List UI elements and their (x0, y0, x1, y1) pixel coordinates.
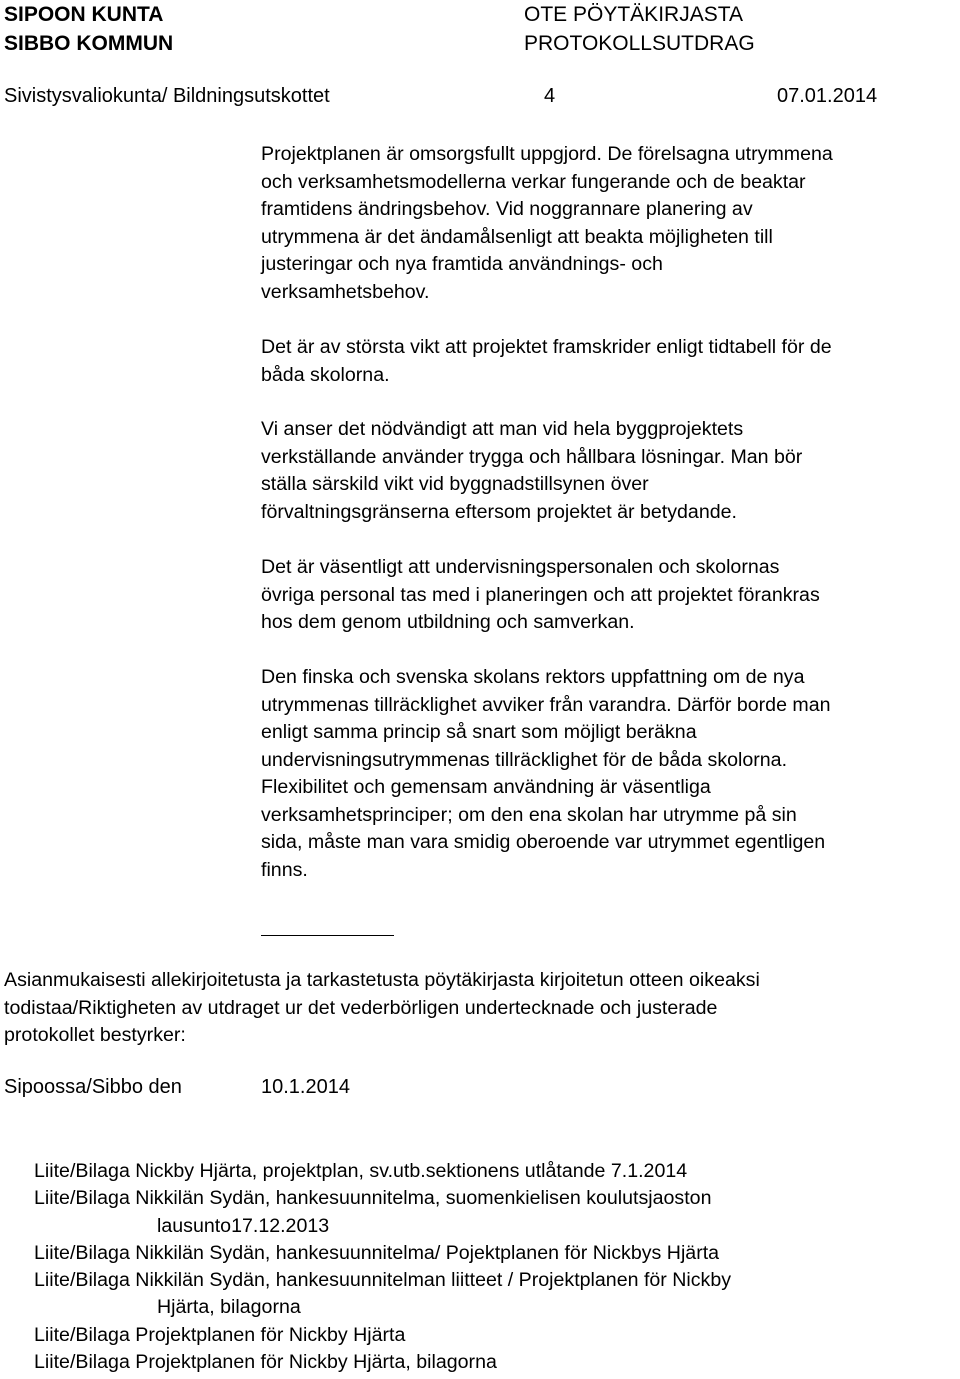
body-line: justeringar och nya framtida användnings- och (261, 253, 663, 275)
body-paragraph (261, 554, 960, 637)
attachment-item: Liite/Bilaga Nikkilän Sydän, hankesuunnitelma, suomenkielisen koulutsjaoston (34, 1187, 712, 1210)
attachment-item-continuation: lausunto17.12.2013 (157, 1214, 330, 1237)
body-line: sida, måste man vara smidig oberoende var utrymmet egentligen (261, 831, 826, 853)
body-line: verksamhetsbehov. (261, 280, 430, 303)
body-paragraph (261, 664, 960, 884)
attachment-item-continuation: Hjärta, bilagorna (157, 1296, 301, 1319)
body-line: verkställande använder trygga och hållbara lösningar. Man bör (261, 445, 803, 468)
attachment-item: Liite/Bilaga Projektplanen för Nickby Hjärta, bilagorna (34, 1351, 497, 1374)
document-type-swedish: PROTOKOLLSUTDRAG (524, 32, 755, 55)
certification-place: Sipoossa/Sibbo den (4, 1076, 182, 1098)
body-line: hos dem genom utbildning och samverkan. (261, 611, 635, 633)
body-line: Projektplanen är omsorgsfullt uppgjord. De förelsagna utrymmena (261, 143, 833, 165)
municipality-name-finnish: SIPOON KUNTA (4, 3, 164, 26)
body-line: Vi anser det nödvändigt att man vid hela byggprojektets (261, 418, 744, 440)
body-line: enligt samma princip så snart som möjligt beräkna (261, 721, 697, 743)
certification-line: Asianmukaisesti allekirjoitetusta ja tarkastetusta pöytäkirjasta kirjoitetun otteen oikeaksi (4, 969, 760, 991)
attachment-item: Liite/Bilaga Nikkilän Sydän, hankesuunnitelma/ Pojektplanen för Nickbys Hjärta (34, 1241, 720, 1264)
attachment-item: Liite/Bilaga Projektplanen för Nickby Hjärta (34, 1323, 406, 1346)
body-line: Flexibilitet och gemensam användning är väsentliga (261, 776, 711, 798)
body-line: finns. (261, 858, 308, 881)
attachment-list (34, 1158, 731, 1376)
body-paragraph (261, 416, 960, 526)
body-line: framtidens ändringsbehov. Vid noggrannare planering av (261, 198, 753, 220)
body-line: och verksamhetsmodellerna verkar fungerande och de beaktar (261, 170, 806, 193)
body-paragraph (261, 141, 960, 306)
body-line: Det är av största vikt att projektet framskrider enligt tidtabell för de (261, 336, 832, 358)
certification-line: todistaa/Riktigheten av utdraget ur det vederbörligen undertecknade och justerade (4, 996, 718, 1019)
signature-separator-line (261, 935, 394, 936)
attachment-item: Liite/Bilaga Nikkilän Sydän, hankesuunnitelman liitteet / Projektplanen för Nickby (34, 1269, 732, 1292)
certification-date: 10.1.2014 (261, 1076, 350, 1098)
body-line: undervisningsutrymmenas tillräcklighet för de båda skolorna. (261, 748, 788, 771)
body-line: övriga personal tas med i planeringen och att projektet förankras (261, 583, 820, 606)
body-paragraph (261, 334, 960, 389)
certification-line: protokollet bestyrker: (4, 1024, 186, 1046)
attachment-item: Liite/Bilaga Nickby Hjärta, projektplan, sv.utb.sektionens utlåtande 7.1.2014 (34, 1160, 688, 1182)
body-line: utrymmena är det ändamålsenligt att beakta möjligheten till (261, 225, 773, 248)
document-type-finnish: OTE PÖYTÄKIRJASTA (524, 3, 743, 26)
committee-name: Sivistysvaliokunta/ Bildningsutskottet (4, 85, 330, 107)
body-line: Det är väsentligt att undervisningspersonalen och skolornas (261, 556, 780, 578)
body-line: båda skolorna. (261, 363, 390, 386)
meeting-date: 07.01.2014 (777, 85, 878, 107)
certification-statement (4, 967, 760, 1050)
body-line: utrymmenas tillräcklighet avviker från varandra. Därför borde man (261, 693, 831, 716)
body-line: förvaltningsgränserna eftersom projektet är betydande. (261, 500, 737, 523)
body-line: verksamhetsprinciper; om den ena skolan har utrymme på sin (261, 803, 797, 826)
body-line: Den finska och svenska skolans rektors uppfattning om de nya (261, 666, 805, 688)
page-number: 4 (544, 85, 556, 107)
municipality-name-swedish: SIBBO KOMMUN (4, 32, 174, 55)
body-line: ställa särskild vikt vid byggnadstillsynen över (261, 473, 649, 495)
